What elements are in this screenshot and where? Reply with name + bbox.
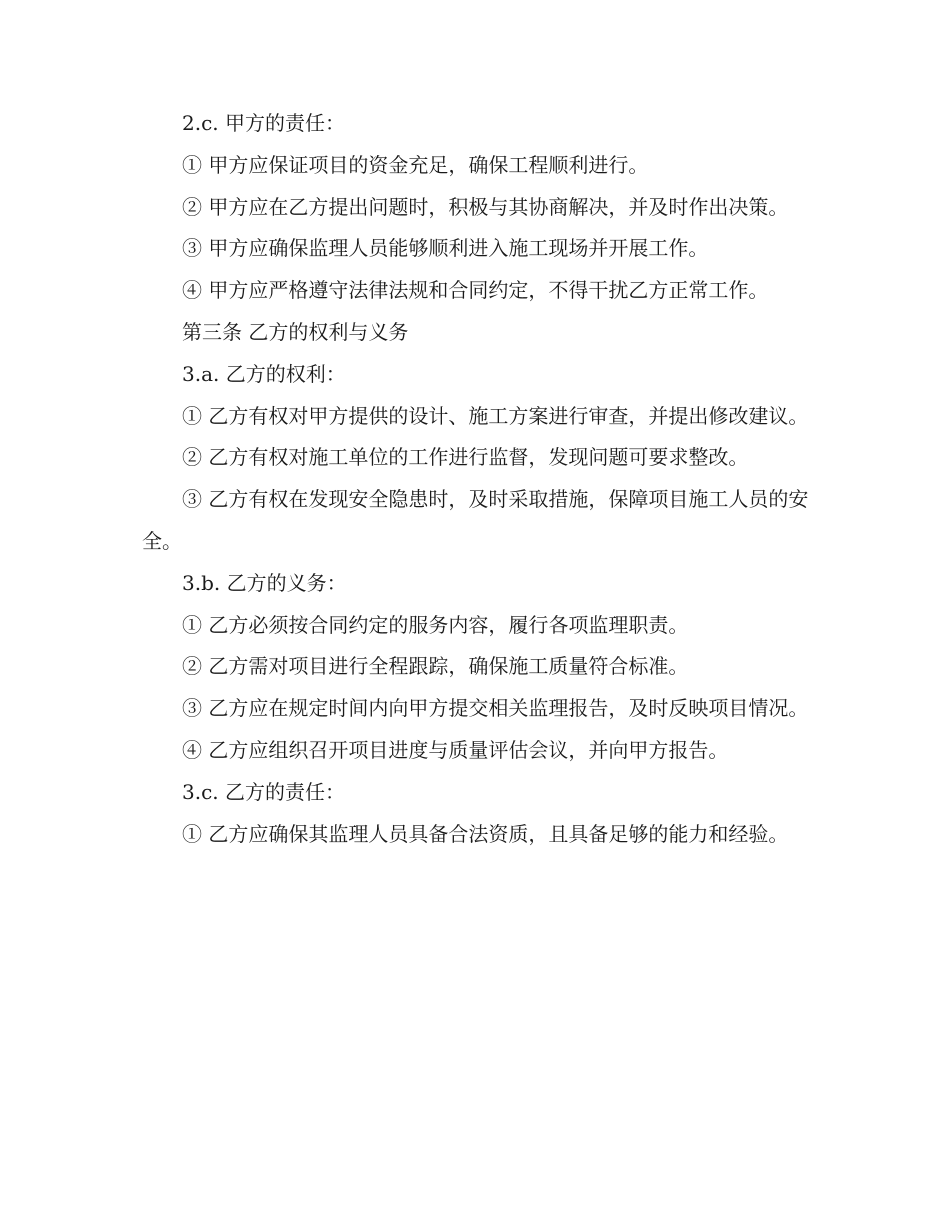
clause-3a-heading: 3.a. 乙方的权利： xyxy=(182,361,346,386)
clause-3b-item-4: ④ 乙方应组织召开项目进度与质量评估会议，并向甲方报告。 xyxy=(182,737,729,762)
clause-2c-item-2: ② 甲方应在乙方提出问题时，积极与其协商解决，并及时作出决策。 xyxy=(182,194,789,219)
clause-3a-item-1: ① 乙方有权对甲方提供的设计、施工方案进行审查，并提出修改建议。 xyxy=(182,403,809,428)
clause-3c-item-1: ① 乙方应确保其监理人员具备合法资质，且具备足够的能力和经验。 xyxy=(182,821,789,846)
clause-3b-item-2: ② 乙方需对项目进行全程跟踪，确保施工质量符合标准。 xyxy=(182,654,689,679)
document-body xyxy=(142,103,812,855)
clause-2c-item-1: ① 甲方应保证项目的资金充足，确保工程顺利进行。 xyxy=(182,152,649,177)
clause-3a-item-2: ② 乙方有权对施工单位的工作进行监督，发现问题可要求整改。 xyxy=(182,445,749,470)
article-3-heading: 第三条 乙方的权利与义务 xyxy=(182,319,409,344)
clause-2c-item-3: ③ 甲方应确保监理人员能够顺利进入施工现场并开展工作。 xyxy=(182,236,709,261)
clause-2c-item-4: ④ 甲方应严格遵守法律法规和合同约定，不得干扰乙方正常工作。 xyxy=(182,278,769,303)
clause-3c-heading: 3.c. 乙方的责任： xyxy=(182,779,345,804)
clause-3b-item-1: ① 乙方必须按合同约定的服务内容，履行各项监理职责。 xyxy=(182,612,689,637)
clause-2c-heading: 2.c. 甲方的责任： xyxy=(182,111,345,135)
clause-3b-heading: 3.b. 乙方的义务： xyxy=(182,570,347,595)
clause-3b-item-3: ③ 乙方应在规定时间内向甲方提交相关监理报告，及时反映项目情况。 xyxy=(182,696,809,721)
clause-3a-item-3: ③ 乙方有权在发现安全隐患时，及时采取措施，保障项目施工人员的安全。 xyxy=(142,487,809,553)
